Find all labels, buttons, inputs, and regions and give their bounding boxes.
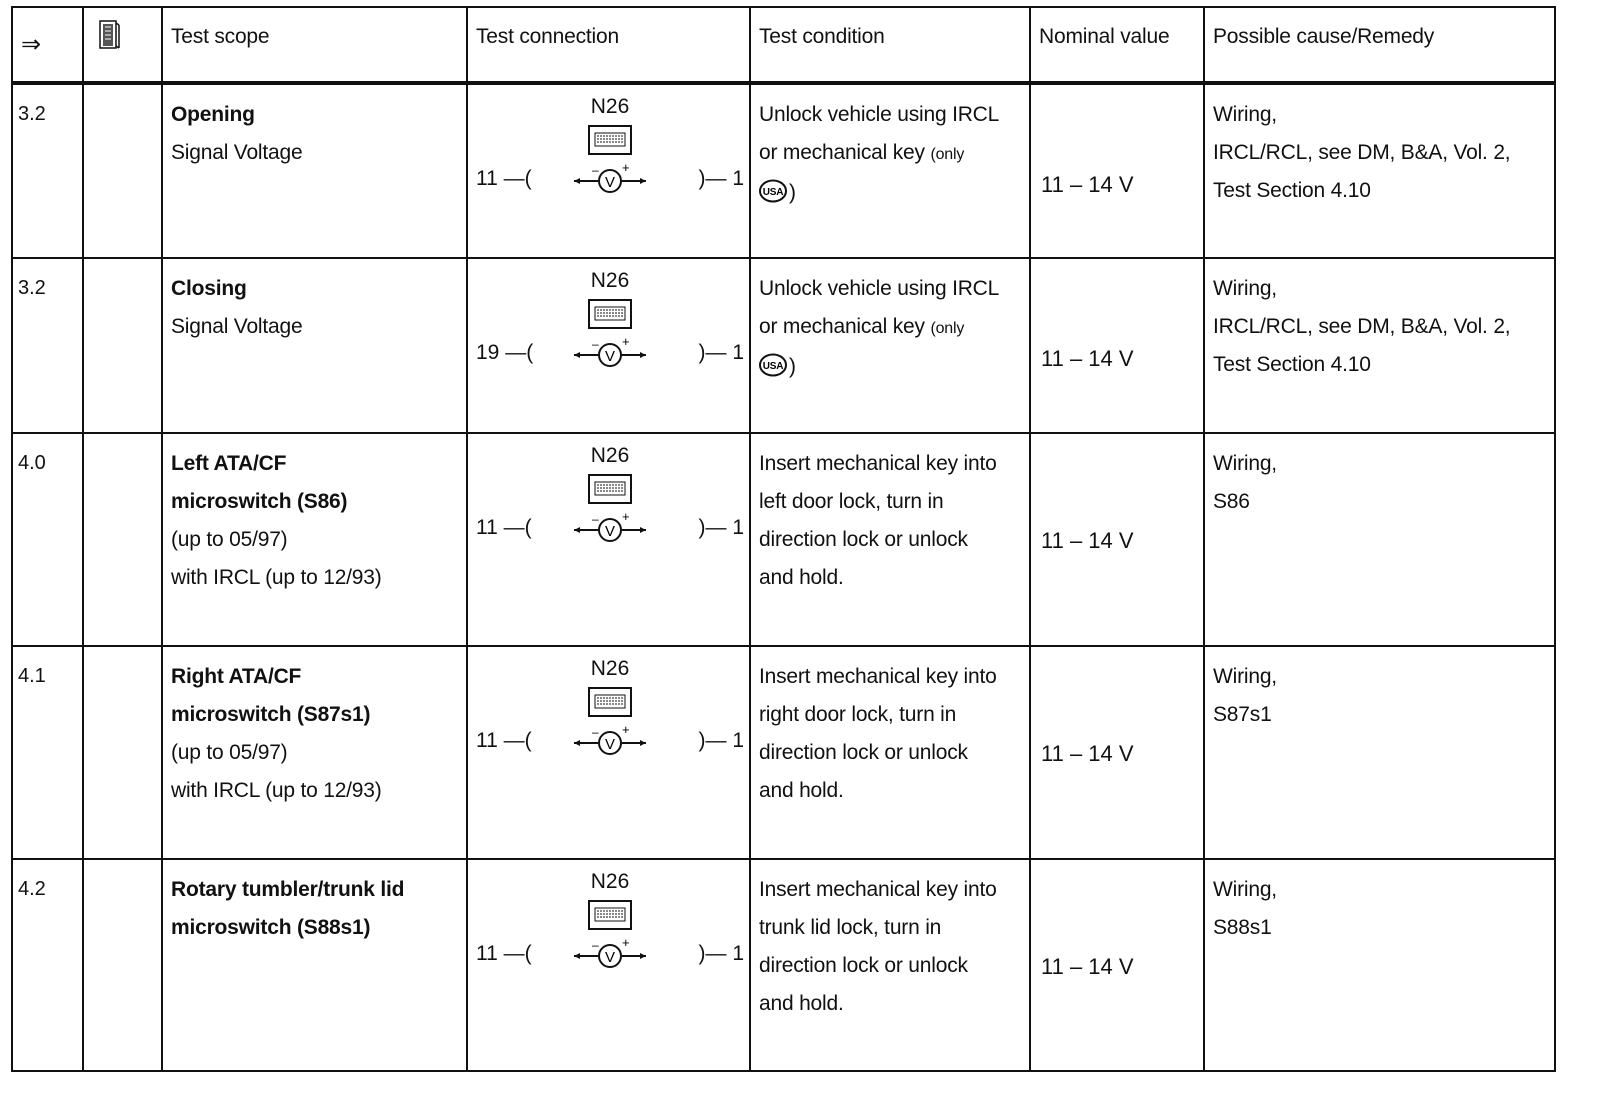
svg-text:V: V — [604, 949, 616, 966]
voltmeter-icon — [572, 723, 648, 757]
nominal-value-cell: 11 – 14 V — [1030, 646, 1204, 859]
icon-column-cell — [83, 83, 162, 258]
svg-text:+: + — [622, 723, 630, 737]
svg-text:–: – — [592, 163, 599, 177]
test-scope-cell — [162, 646, 467, 859]
svg-text:USA: USA — [762, 187, 784, 198]
scope-title: microswitch (S88s1) — [171, 916, 371, 939]
scope-detail: with IRCL (up to 12/93) — [171, 779, 382, 802]
svg-text:–: – — [592, 725, 599, 739]
svg-text:+: + — [622, 161, 630, 175]
test-connection-cell — [467, 258, 750, 433]
pin-left: 11 —( — [476, 729, 532, 752]
possible-cause-cell: Wiring, S86 — [1204, 433, 1555, 646]
svg-text:V: V — [604, 523, 616, 540]
test-scope-cell — [162, 859, 467, 1071]
svg-text:V: V — [604, 348, 616, 365]
scope-title: Left ATA/CF — [171, 452, 287, 475]
control-unit-icon — [588, 900, 632, 930]
svg-text:+: + — [622, 335, 630, 349]
table-row — [12, 83, 1555, 258]
header-icon-cell — [83, 7, 162, 83]
scope-detail: (up to 05/97) — [171, 528, 288, 551]
icon-column-cell — [83, 646, 162, 859]
header-test-condition: Test condition — [750, 7, 1030, 83]
voltmeter-icon — [572, 161, 648, 195]
scope-title: Right ATA/CF — [171, 665, 302, 688]
voltmeter-icon — [572, 335, 648, 369]
table-row — [12, 433, 1555, 646]
unit-label: N26 — [590, 95, 630, 118]
test-scope-cell — [162, 83, 467, 258]
test-condition-cell: Insert mechanical key into left door lock, turn in direction lock or unlock and hold. — [750, 433, 1030, 646]
test-scope-cell — [162, 258, 467, 433]
table-row — [12, 646, 1555, 859]
scope-title: Rotary tumbler/trunk lid — [171, 878, 405, 901]
possible-cause-cell: Wiring, IRCL/RCL, see DM, B&A, Vol. 2, Test Section 4.10 — [1204, 83, 1555, 258]
icon-column-cell — [83, 859, 162, 1071]
test-scope-cell — [162, 433, 467, 646]
test-table — [11, 6, 1556, 1072]
nominal-value-cell: 11 – 14 V — [1030, 258, 1204, 433]
step-number: 4.1 — [12, 646, 83, 859]
svg-text:+: + — [622, 510, 630, 524]
test-connection-cell — [467, 646, 750, 859]
icon-column-cell — [83, 433, 162, 646]
step-number: 3.2 — [12, 83, 83, 258]
table-row — [12, 258, 1555, 433]
test-connection-cell — [467, 859, 750, 1071]
control-unit-icon — [588, 687, 632, 717]
arrow-icon: ⇒ — [21, 31, 42, 58]
step-number: 3.2 — [12, 258, 83, 433]
usa-badge-icon — [759, 179, 789, 203]
unit-label: N26 — [590, 269, 630, 292]
step-number: 4.2 — [12, 859, 83, 1071]
header-possible-cause: Possible cause/Remedy — [1204, 7, 1555, 83]
pin-right: )— 1 — [698, 341, 744, 364]
scope-title: microswitch (S87s1) — [171, 703, 371, 726]
header-test-connection: Test connection — [467, 7, 750, 83]
svg-text:V: V — [604, 736, 616, 753]
svg-text:–: – — [592, 512, 599, 526]
test-connection-cell — [467, 433, 750, 646]
svg-text:V: V — [604, 174, 616, 191]
possible-cause-cell: Wiring, S88s1 — [1204, 859, 1555, 1071]
scope-detail: Signal Voltage — [171, 315, 303, 338]
pin-right: )— 1 — [698, 942, 744, 965]
pin-left: 19 —( — [476, 341, 534, 364]
scope-title: microswitch (S86) — [171, 490, 348, 513]
test-condition-cell: Insert mechanical key into right door lock, turn in direction lock or unlock and hold. — [750, 646, 1030, 859]
possible-cause-cell: Wiring, IRCL/RCL, see DM, B&A, Vol. 2, Test Section 4.10 — [1204, 258, 1555, 433]
test-condition-cell: Unlock vehicle using IRCL or mechanical key (only USA ) — [750, 258, 1030, 433]
svg-text:USA: USA — [762, 361, 784, 372]
usa-badge-icon — [759, 353, 789, 377]
nominal-value-cell: 11 – 14 V — [1030, 83, 1204, 258]
test-connection-cell — [467, 83, 750, 258]
pin-right: )— 1 — [698, 167, 744, 190]
voltmeter-icon — [572, 510, 648, 544]
test-condition-cell: Insert mechanical key into trunk lid lock, turn in direction lock or unlock and hold. — [750, 859, 1030, 1071]
header-row — [12, 7, 1555, 83]
icon-column-cell — [83, 258, 162, 433]
svg-text:–: – — [592, 337, 599, 351]
control-unit-icon — [588, 474, 632, 504]
control-unit-icon — [588, 125, 632, 155]
test-condition-cell: Unlock vehicle using IRCL or mechanical key (only USA ) — [750, 83, 1030, 258]
unit-label: N26 — [590, 444, 630, 467]
header-test-scope: Test scope — [162, 7, 467, 83]
scope-detail: Signal Voltage — [171, 141, 303, 164]
pin-left: 11 —( — [476, 167, 532, 190]
table-row — [12, 859, 1555, 1071]
scope-title: Closing — [171, 277, 247, 300]
pin-right: )— 1 — [698, 729, 744, 752]
svg-text:–: – — [592, 938, 599, 952]
pin-right: )— 1 — [698, 516, 744, 539]
voltmeter-icon — [572, 936, 648, 970]
pin-left: 11 —( — [476, 516, 532, 539]
unit-label: N26 — [590, 657, 630, 680]
nominal-value-cell: 11 – 14 V — [1030, 859, 1204, 1071]
manual-icon — [98, 20, 120, 50]
possible-cause-cell: Wiring, S87s1 — [1204, 646, 1555, 859]
scope-detail: (up to 05/97) — [171, 741, 288, 764]
nominal-value-cell: 11 – 14 V — [1030, 433, 1204, 646]
scope-title: Opening — [171, 103, 255, 126]
pin-left: 11 —( — [476, 942, 532, 965]
control-unit-icon — [588, 299, 632, 329]
step-number: 4.0 — [12, 433, 83, 646]
svg-text:+: + — [622, 936, 630, 950]
header-nominal-value: Nominal value — [1030, 7, 1204, 83]
header-arrow-cell — [12, 7, 83, 83]
scope-detail: with IRCL (up to 12/93) — [171, 566, 382, 589]
unit-label: N26 — [590, 870, 630, 893]
